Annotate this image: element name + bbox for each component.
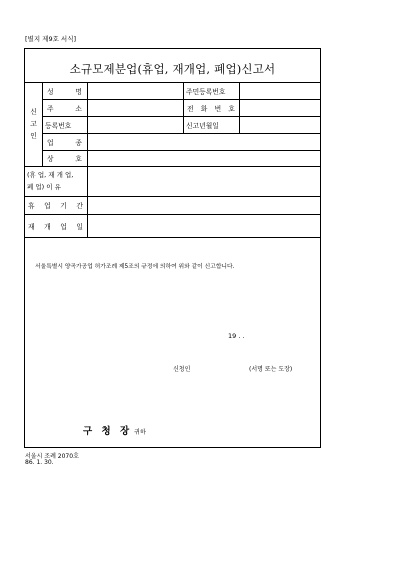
field-label-registration-no: 등록번호 [45,121,72,130]
field-label-report-date: 신고년월일 [186,121,219,130]
ordinance-date: 86. 1. 30. [25,459,54,466]
form-number-label: [별지 제9호 서식] [25,35,77,43]
field-value-trade-name[interactable] [88,151,319,166]
field-value-registration-no[interactable] [88,117,182,133]
field-value-name[interactable] [88,83,182,99]
applicant-group-label: 신고인 [30,108,37,140]
signature-label: (서명 또는 도장) [249,366,293,373]
rule-row-8 [25,237,320,238]
rule-group-column [42,82,43,166]
field-value-phone[interactable] [240,100,319,116]
field-value-report-date[interactable] [240,117,319,133]
field-value-address[interactable] [88,100,182,116]
ordinance-reference: 서울시 조례 2070호 [25,453,79,460]
field-value-closure-period[interactable] [88,197,319,214]
field-label-address: 주 소 [47,104,82,113]
field-label-name: 성 명 [47,87,82,96]
field-value-business-type[interactable] [88,134,319,150]
field-value-reason[interactable] [88,167,319,196]
field-label-closure-period: 휴 업 기 간 [28,202,83,210]
addressee-title: 구 청 장 [83,426,133,437]
report-form [24,48,321,448]
field-label-trade-name: 상 호 [47,155,82,163]
applicant-label: 신청인 [173,366,191,373]
declaration-text: 서울특별시 양곡가공업 허가조례 제5조의 규정에 의하여 위와 같이 신고합니다. [35,264,235,270]
field-label-reopen-date: 재 개 업 일 [28,222,83,231]
form-title: 소규모제분업(휴업, 재개업, 폐업)신고서 [69,62,276,76]
field-value-reopen-date[interactable] [88,215,319,237]
date-line: 19 . . [228,332,245,340]
field-label-reason: (휴 업, 재 개 업, 폐 업) 이 유 [27,171,74,191]
field-value-resident-no[interactable] [240,83,319,99]
rule-middle-column-1 [183,82,184,133]
addressee-suffix: 귀하 [134,429,146,436]
field-label-phone: 전 화 번 호 [187,104,235,113]
field-label-business-type: 업 종 [47,138,82,147]
addressee [83,419,146,438]
field-label-resident-no: 주민등록번호 [186,87,226,96]
